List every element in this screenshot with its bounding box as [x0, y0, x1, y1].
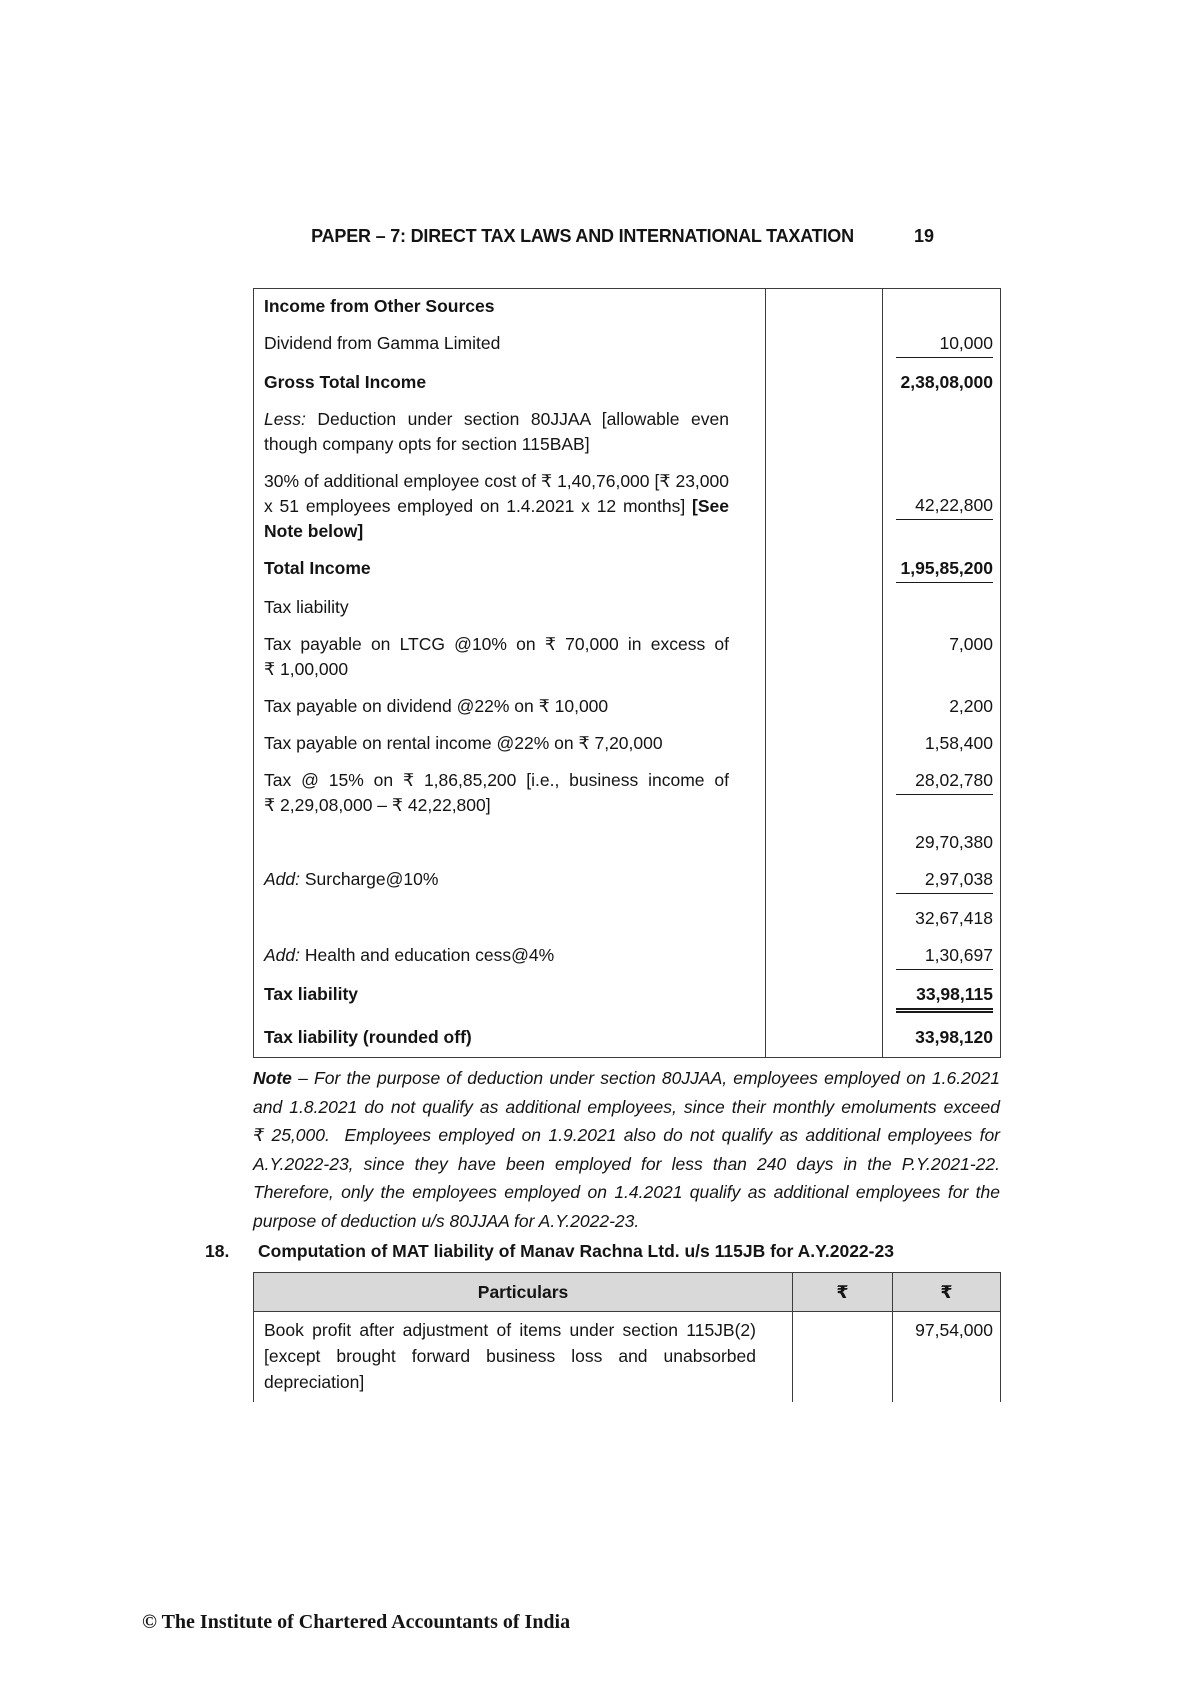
page-number: 19: [914, 226, 935, 246]
amount-value: 1,30,697: [896, 943, 993, 970]
amount-value: 1,95,85,200: [896, 556, 993, 583]
rupee-column-cell: [766, 289, 883, 327]
question-number: 18.: [205, 1241, 230, 1261]
amount-value: 32,67,418: [915, 908, 993, 928]
note-paragraph: [253, 1064, 1000, 1235]
rupee-column-cell: [766, 326, 883, 365]
rupee-column-cell: [766, 590, 883, 627]
amount-value: 2,38,08,000: [900, 372, 993, 392]
rupee-column-cell: [766, 464, 883, 551]
amount-cell: [883, 901, 1001, 938]
particulars-cell: [254, 977, 766, 1020]
table-row: [254, 726, 1001, 763]
rupee-column-cell: [766, 862, 883, 901]
table-row: [254, 590, 1001, 627]
table-row: [254, 977, 1001, 1020]
rupee-column-cell: [766, 689, 883, 726]
particulars-text: Tax payable on dividend @22% on ₹ 10,000: [264, 696, 609, 716]
particulars-text: Tax payable on rental income @22% on ₹ 7,20,000: [264, 733, 663, 753]
rupee-column-cell: [766, 627, 883, 689]
table-row: [254, 402, 1001, 464]
particulars-cell: [254, 590, 766, 627]
table-row: [254, 365, 1001, 402]
table-row: [254, 689, 1001, 726]
table-header-row: [254, 1273, 1001, 1312]
table-row: [254, 901, 1001, 938]
particulars-text: Deduction under section 80JJAA [allowable even though company opts for section 115BAB]: [264, 409, 729, 454]
amount-cell: [883, 365, 1001, 402]
particulars-text: Tax liability: [264, 597, 349, 617]
amount-value: 97,54,000: [915, 1320, 993, 1340]
amount-value: 29,70,380: [915, 832, 993, 852]
particulars-cell: [254, 825, 766, 862]
particulars-cell: [254, 551, 766, 590]
table-row: [254, 289, 1001, 327]
paper-title: PAPER – 7: DIRECT TAX LAWS AND INTERNATIONAL TAXATION: [311, 226, 854, 246]
particulars-text: Gross Total Income: [264, 372, 427, 392]
particulars-text: Add:: [264, 869, 300, 889]
amount-cell: [883, 726, 1001, 763]
amount-cell: [883, 464, 1001, 551]
rupee-column-cell: [766, 551, 883, 590]
amount-cell: [883, 763, 1001, 825]
table-row: [254, 326, 1001, 365]
particulars-cell: [254, 1312, 793, 1403]
amount-cell: [883, 977, 1001, 1020]
amount-cell: [883, 689, 1001, 726]
amount-value: 42,22,800: [896, 493, 993, 520]
particulars-text: Add:: [264, 945, 300, 965]
amount-cell: [883, 825, 1001, 862]
particulars-text: Tax liability (rounded off): [264, 1027, 472, 1047]
rupee-column-cell: [766, 938, 883, 977]
amount-value: 1,58,400: [924, 733, 993, 753]
amount-value: 7,000: [949, 634, 993, 654]
rupee-column-cell: [766, 365, 883, 402]
particulars-cell: [254, 862, 766, 901]
particulars-cell: [254, 365, 766, 402]
particulars-text: Book profit after adjustment of items under section 115JB(2) [except brought forward business loss and unabsorbed depreciation]: [264, 1320, 756, 1392]
amount-cell: [883, 289, 1001, 327]
particulars-cell: [254, 627, 766, 689]
amount-cell: [883, 862, 1001, 901]
particulars-text: Total Income: [264, 558, 371, 578]
rupee-column-cell: [766, 901, 883, 938]
particulars-cell: [254, 938, 766, 977]
particulars-text: Tax @ 15% on ₹ 1,86,85,200 [i.e., business income of ₹ 2,29,08,000 – ₹ 42,22,800]: [264, 770, 729, 815]
amount-value: 33,98,120: [915, 1027, 993, 1047]
rupee-column-cell: [766, 763, 883, 825]
note-body: – For the purpose of deduction under section 80JJAA, employees employed on 1.6.2021 and 1.8.2021 do not qualify as additional employees, since their monthly emoluments exceed ₹ 25,000. Employees employed on 1.9.2021 also do not qualify as additional employees for A.Y.2022-23, since they have been employed for less than 240 days in the P.Y.2021-22. Therefore, only the employees employed on 1.4.2021 qualify as additional employees for the purpose of deduction u/s 80JJAA for A.Y.2022-23.: [253, 1068, 1000, 1231]
particulars-cell: [254, 1020, 766, 1058]
rupee-column-cell: [766, 977, 883, 1020]
rupee-column-cell: [766, 1020, 883, 1058]
particulars-header: Particulars: [254, 1273, 793, 1312]
amount-cell: [883, 551, 1001, 590]
income-tax-computation-table: [253, 288, 1001, 1058]
amount-value: 2,97,038: [896, 867, 993, 894]
amount-cell: [883, 326, 1001, 365]
particulars-cell: [254, 726, 766, 763]
particulars-text: Tax payable on LTCG @10% on ₹ 70,000 in excess of ₹ 1,00,000: [264, 634, 729, 679]
question-heading: Computation of MAT liability of Manav Rachna Ltd. u/s 115JB for A.Y.2022-23: [258, 1241, 894, 1261]
table-row: [254, 551, 1001, 590]
amount-cell: [893, 1312, 1001, 1403]
rupee-column-cell: [766, 726, 883, 763]
amount-cell: [883, 627, 1001, 689]
amount-value: 33,98,115: [896, 982, 993, 1013]
table-row: [254, 763, 1001, 825]
note-label: Note: [253, 1068, 292, 1088]
amount-cell: [883, 402, 1001, 464]
particulars-text: Less:: [264, 409, 306, 429]
rupee-column-cell: [766, 825, 883, 862]
particulars-text: Tax liability: [264, 984, 359, 1004]
amount-value: 2,200: [949, 696, 993, 716]
rupee-header-2: ₹: [893, 1273, 1001, 1312]
particulars-cell: [254, 326, 766, 365]
table-row: [254, 862, 1001, 901]
particulars-text: [See Note below]: [264, 496, 729, 541]
table-row: [254, 1312, 1001, 1403]
particulars-text: Dividend from Gamma Limited: [264, 333, 501, 353]
rupee-column-cell: [766, 402, 883, 464]
amount-cell: [883, 938, 1001, 977]
amount-value: 10,000: [896, 331, 993, 358]
particulars-text: 30% of additional employee cost of ₹ 1,40,76,000 [₹ 23,000 x 51 employees employed on 1.4.2021 x 12 months]: [264, 471, 729, 516]
amount-value: 28,02,780: [896, 768, 993, 795]
mat-liability-table: [253, 1272, 1001, 1402]
footer-copyright: © The Institute of Chartered Accountants of India: [142, 1611, 571, 1633]
table-row: [254, 1020, 1001, 1058]
particulars-cell: [254, 464, 766, 551]
particulars-cell: [254, 289, 766, 327]
rupee-column-cell: [793, 1312, 893, 1403]
table-row: [254, 627, 1001, 689]
particulars-text: Health and education cess@4%: [300, 945, 555, 965]
table-row: [254, 464, 1001, 551]
amount-cell: [883, 590, 1001, 627]
particulars-cell: [254, 901, 766, 938]
particulars-cell: [254, 689, 766, 726]
particulars-cell: [254, 402, 766, 464]
particulars-cell: [254, 763, 766, 825]
amount-cell: [883, 1020, 1001, 1058]
rupee-header-1: ₹: [793, 1273, 893, 1312]
particulars-text: Income from Other Sources: [264, 296, 495, 316]
particulars-text: Surcharge@10%: [300, 869, 439, 889]
table-row: [254, 825, 1001, 862]
table-row: [254, 938, 1001, 977]
